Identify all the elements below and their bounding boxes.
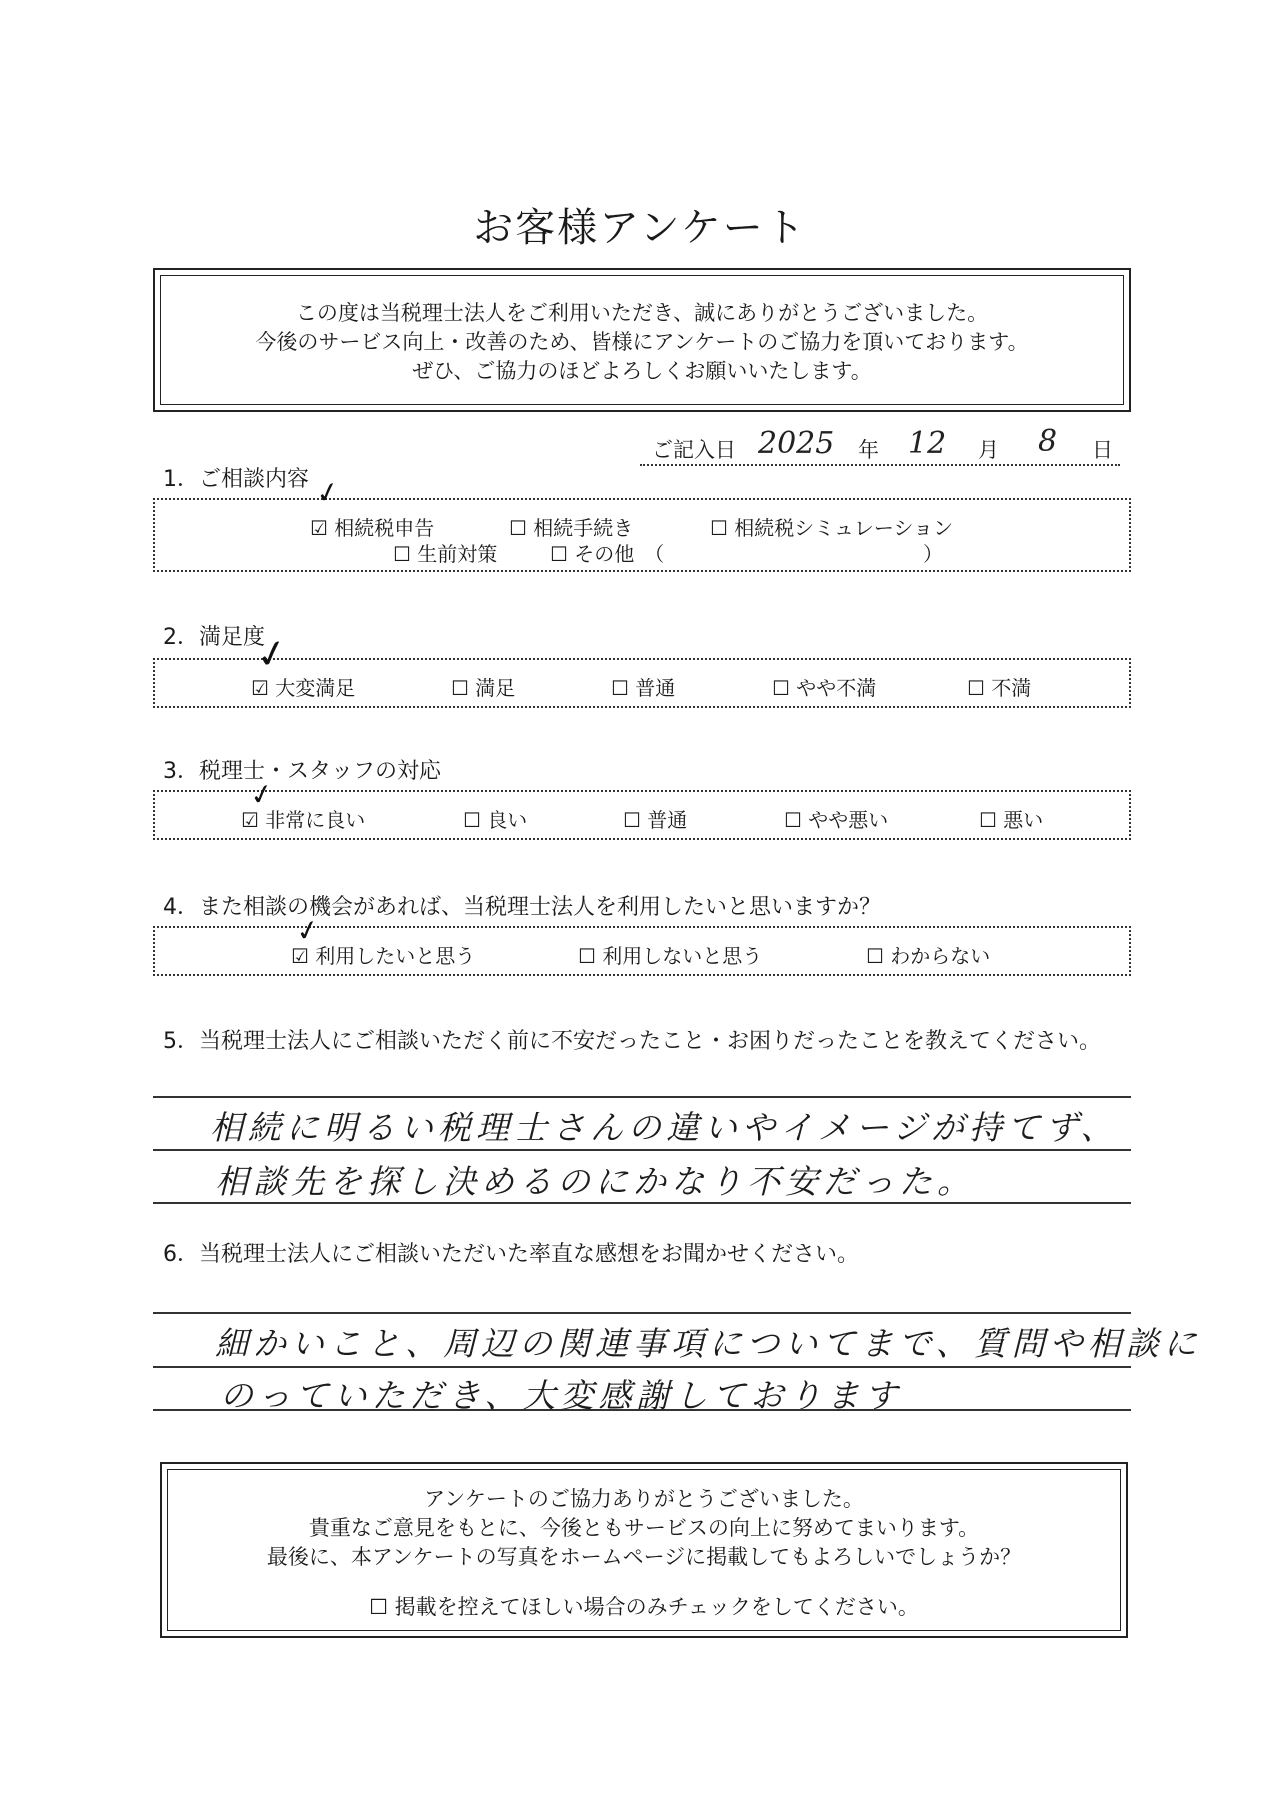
day-unit: 日 [1092, 438, 1113, 462]
option-satisfied[interactable]: ☐ 満足 [451, 676, 516, 700]
answer-line [153, 1096, 1131, 1098]
check-mark-icon: ✓ [312, 473, 343, 512]
question-6-answer-line-1: 細かいこと、周辺の関連事項についてまで、質問や相談に [215, 1324, 1202, 1363]
check-mark-icon: ✓ [292, 911, 323, 950]
question-4-title: 4．また相談の機会があれば、当税理士法人を利用したいと思いますか？ [163, 895, 881, 920]
publish-opt-out-checkbox[interactable]: ☐ 掲載を控えてほしい場合のみチェックをしてください。 [369, 1595, 919, 1619]
date-field[interactable] [640, 424, 1120, 466]
answer-line [153, 1312, 1131, 1314]
date-year: 2025 [758, 426, 835, 461]
intro-line-1: この度は当税理士法人をご利用いただき、誠にありがとうございました。 [295, 301, 989, 325]
option-somewhat-dissatisfied[interactable]: ☐ やや不満 [772, 676, 877, 700]
option-would-not-use[interactable]: ☐ 利用しないと思う [578, 944, 763, 968]
intro-line-2: 今後のサービス向上・改善のため、皆様にアンケートのご協力を頂いております。 [255, 330, 1029, 354]
option-very-good[interactable]: ☑ 非常に良い [241, 808, 366, 832]
question-2-title: 2．満足度 [163, 625, 265, 650]
question-3-options [153, 790, 1131, 840]
month-unit: 月 [978, 438, 999, 462]
option-inheritance-procedures[interactable]: ☐ 相続手続き [509, 516, 634, 540]
option-other[interactable]: ☐ その他 （ [550, 542, 665, 566]
question-2-options [153, 658, 1131, 708]
question-5-answer-line-1: 相続に明るい税理士さんの違いやイメージが持てず、 [210, 1108, 1119, 1147]
check-mark-icon: ✓ [246, 775, 277, 814]
question-3-title: 3．税理士・スタッフの対応 [163, 759, 441, 784]
answer-line [153, 1366, 1131, 1368]
closing-line-2: 貴重なご意見をもとに、今後ともサービスの向上に努めてまいります。 [308, 1516, 980, 1540]
option-not-sure[interactable]: ☐ わからない [866, 944, 991, 968]
question-5-title: 5．当税理士法人にご相談いただく前に不安だったこと・お困りだったことを教えてください。 [163, 1029, 1102, 1054]
option-pre-death-planning[interactable]: ☐ 生前対策 [393, 542, 498, 566]
check-mark-icon: ✓ [251, 629, 293, 679]
question-1-options [153, 498, 1131, 572]
closing-line-3: 最後に、本アンケートの写真をホームページに掲載してもよろしいでしょうか？ [266, 1545, 1022, 1569]
option-average[interactable]: ☐ 普通 [623, 808, 688, 832]
question-6-title: 6．当税理士法人にご相談いただいた率直な感想をお聞かせください。 [163, 1242, 859, 1267]
option-poor[interactable]: ☐ 悪い [979, 808, 1044, 832]
option-neutral[interactable]: ☐ 普通 [611, 676, 676, 700]
date-month: 12 [908, 426, 947, 461]
option-somewhat-poor[interactable]: ☐ やや悪い [784, 808, 889, 832]
date-day: 8 [1038, 424, 1058, 459]
question-1-title: 1．ご相談内容 [163, 467, 309, 492]
intro-line-3: ぜひ、ご協力のほどよろしくお願いいたします。 [412, 359, 872, 383]
year-unit: 年 [858, 438, 879, 462]
question-6-answer-line-2: のっていただき、大変感謝しております [220, 1376, 903, 1415]
page-title: お客様アンケート [473, 205, 807, 251]
option-would-use[interactable]: ☑ 利用したいと思う [291, 944, 476, 968]
closing-line-1: アンケートのご協力ありがとうございました。 [424, 1487, 864, 1511]
date-label: ご記入日 [652, 438, 736, 462]
option-inheritance-tax-return[interactable]: ☑ 相続税申告 [310, 516, 435, 540]
question-5-answer-line-2: 相談先を探し決めるのにかなり不安だった。 [215, 1162, 975, 1201]
option-other-close-paren: ） [923, 542, 943, 566]
answer-line [153, 1149, 1131, 1151]
option-good[interactable]: ☐ 良い [463, 808, 528, 832]
option-tax-simulation[interactable]: ☐ 相続税シミュレーション [710, 516, 954, 540]
option-very-satisfied[interactable]: ☑ 大変満足 [251, 676, 356, 700]
option-dissatisfied[interactable]: ☐ 不満 [967, 676, 1032, 700]
